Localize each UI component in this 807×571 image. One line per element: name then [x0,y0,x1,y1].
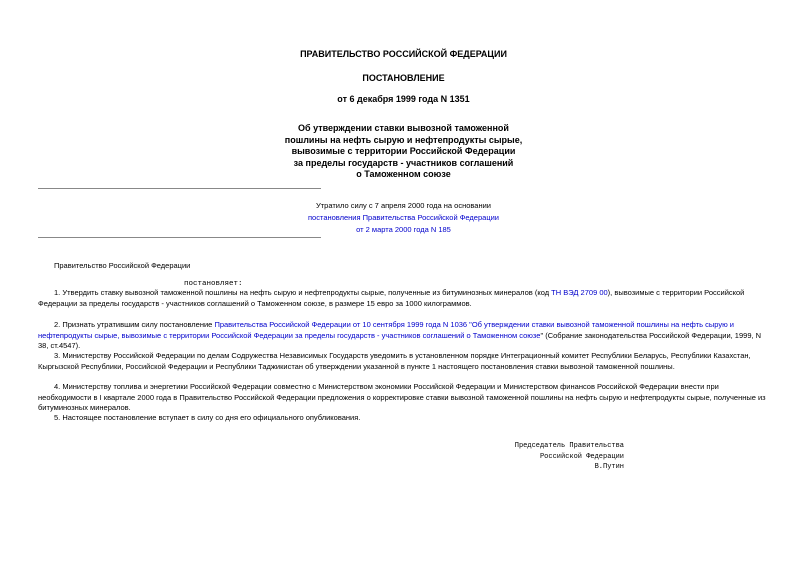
title-line: пошлины на нефть сырую и нефтепродукты сырые, [284,134,523,145]
paragraph-text: 2. Признать утратившим силу постановление [54,320,215,329]
divider-bottom [38,237,321,238]
revoking-decree-link[interactable]: постановления Правительства Российской Федерации [307,213,499,222]
repealed-decree-link[interactable]: Правительства Российской Федерации от 10 сентября 1999 года N 1036 "Об утверждении ставки вывозной таможенной пошлины на нефть сырую и нефтепродукты сырые, вывозимые с территории Российской Федерации за пределы государств - участников соглашений о Таможенном союзе [38,320,734,340]
government-heading: ПРАВИТЕЛЬСТВО РОССИЙСКОЙ ФЕДЕРАЦИИ [300,49,507,59]
title-line: Об утверждении ставки вывозной таможенной [298,123,509,133]
title-line: за пределы государств - участников соглашений [293,157,514,168]
intro-text: Правительство Российской Федерации [54,261,191,270]
document-title [0,123,807,181]
paragraph-text: " (Собрание законодательства Российской Федерации, 1999, N 38, ст.4547). [38,330,762,350]
revocation-note [250,200,557,236]
note-text: Утратило силу с 7 апреля 2000 года на основании [315,201,491,210]
signature-block [460,441,624,473]
title-line: о Таможенном союзе [356,169,451,179]
paragraph-4: 4. Министерству топлива и энергетики Российской Федерации совместно с Министерством экономики Российской Федерации и Министерством финансов Российской Федерации внести при необходимости в I квартале 2000 года в Правительство Российской Федерации предложения о корректировке ставки вывозной таможенной пошлины на нефть сырую и нефтепродукты сырые, полученные из битуминозных минералов. [38,382,766,412]
date-number-heading: от 6 декабря 1999 года N 1351 [337,94,470,104]
divider-top [38,188,321,189]
signature-org: Российской Федерации [539,452,624,461]
paragraph-text: ), вывозимые с территории Российской Федерации за пределы государств - участников соглашений о Таможенном союзе, в размере 15 евро за 1000 килограммов. [38,288,745,308]
paragraph-text: 1. Утвердить ставку вывозной таможенной пошлины на нефть сырую и нефтепродукты сырые, полученные из битуминозных минералов (код [54,288,552,297]
signature-name: В.Путин [594,463,624,471]
paragraph-5: 5. Настоящее постановление вступает в силу со дня его официального опубликования. [54,413,361,422]
paragraph-1 [38,288,772,309]
paragraph-3: 3. Министерству Российской Федерации по делам Содружества Независимых Государств уведомить в установленном порядке Интеграционный комитет Республики Беларусь, Республики Казахстан, Кыргызской Республики, Российской Федерации и Республики Таджикистан об утверждении указанной в пункте 1 настоящего постановления ставки вывозной таможенной пошлины. [38,351,751,371]
title-line: вывозимые с территории Российской Федерации [291,146,516,156]
signature-title: Председатель Правительства [514,442,624,450]
tn-ved-code-link[interactable]: ТН ВЭД 2709 00 [551,288,608,297]
paragraph-2 [38,320,772,352]
decree-word: постановляет: [184,280,243,288]
document-type-heading: ПОСТАНОВЛЕНИЕ [362,73,445,83]
revoking-decree-link-date[interactable]: от 2 марта 2000 года N 185 [356,225,451,234]
